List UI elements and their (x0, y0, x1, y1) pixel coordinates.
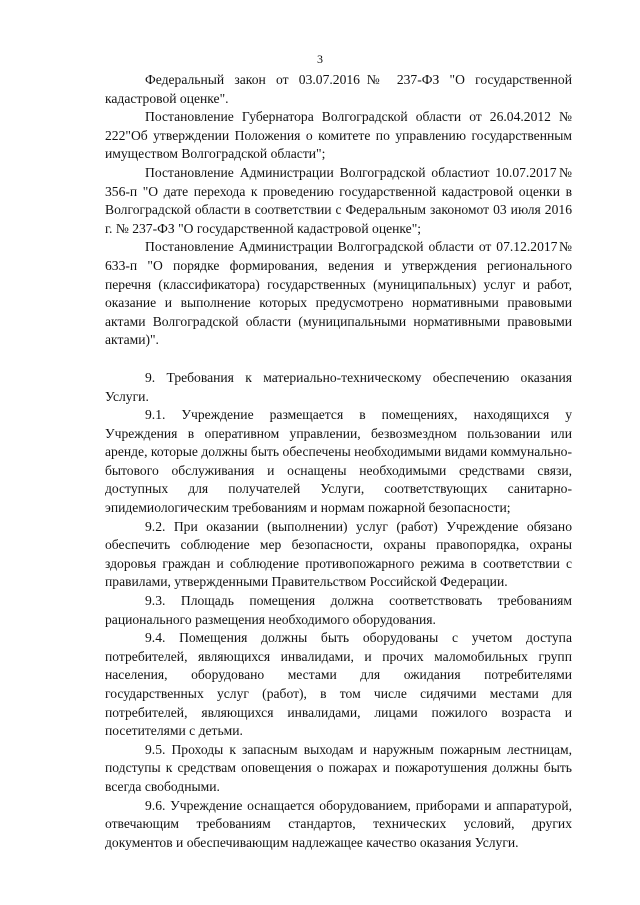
paragraph-governor-resolution: Постановление Губернатора Волгоградской области от 26.04.2012 № 222"Об утверждении Положения о комитете по управлению государственным имуществом Волгоградской области"; (105, 109, 572, 162)
document-body (105, 71, 572, 852)
paragraph-administration-resolution-356: Постановление Администрации Волгоградской областиот 10.07.2017№ 356-п "О дате перехода к проведению государственной кадастровой оценки в Волгоградской области в соответствии с Федеральным закономот 03 июля 2016 г. № 237-ФЗ "О государственной кадастровой оценке"; (105, 164, 572, 236)
paragraph-9-3: 9.3. Площадь помещения должна соответствовать требованиям рационального размещения необходимого оборудования. (105, 593, 572, 627)
page-number: 3 (317, 52, 323, 66)
paragraph-9-4: 9.4. Помещения должны быть оборудованы с учетом доступа потребителей, являющихся инвалидами, и прочих маломобильных групп населения, оборудовано местами для ожидания потребителями государственных услуг (работ), в том числе сидячими местами для потребителей, являющихся инвалидами, лицами пожилого возраста и посетителями с детьми. (105, 630, 572, 739)
paragraph-administration-resolution-633: Постановление Администрации Волгоградской области от 07.12.2017№ 633-п "О порядке формирования, ведения и утверждения регионального перечня (классификатора) государственных (муниципальных) услуг и работ, оказание и выполнение которых предусмотрено нормативными правовыми актами Волгоградской области (муниципальными нормативными правовыми актами)". (105, 239, 572, 348)
paragraph-federal-law: Федеральный закон от 03.07.2016№ 237-ФЗ "О государственной кадастровой оценке". (105, 72, 572, 106)
paragraph-9-1: 9.1. Учреждение размещается в помещениях, находящихся у Учреждения в оперативном управлении, безвозмездном пользовании или аренде, которые должны быть обеспечены необходимыми видами коммунально-бытового обслуживания и оснащены необходимыми средствами связи, доступных для получателей Услуги, соответствующих санитарно-эпидемиологическим требованиям и нормам пожарной безопасности; (105, 407, 572, 516)
paragraph-9-5: 9.5. Проходы к запасным выходам и наружным пожарным лестницам, подступы к средствам оповещения о пожарах и пожаротушения должны быть всегда свободными. (105, 741, 572, 794)
paragraph-9-2: 9.2. При оказании (выполнении) услуг (работ) Учреждение обязано обеспечить соблюдение мер безопасности, охраны правопорядка, охраны здоровья граждан и соблюдение противопожарного режима в соответствии с правилами, утвержденными Правительством Российской Федерации. (105, 518, 572, 590)
paragraph-9-6: 9.6. Учреждение оснащается оборудованием, приборами и аппаратурой, отвечающим требованиям стандартов, технических условий, других документов и обеспечивающим надлежащее качество оказания Услуги. (105, 797, 572, 850)
section-9-heading: 9. Требования к материально-техническому обеспечению оказания Услуги. (105, 369, 572, 404)
